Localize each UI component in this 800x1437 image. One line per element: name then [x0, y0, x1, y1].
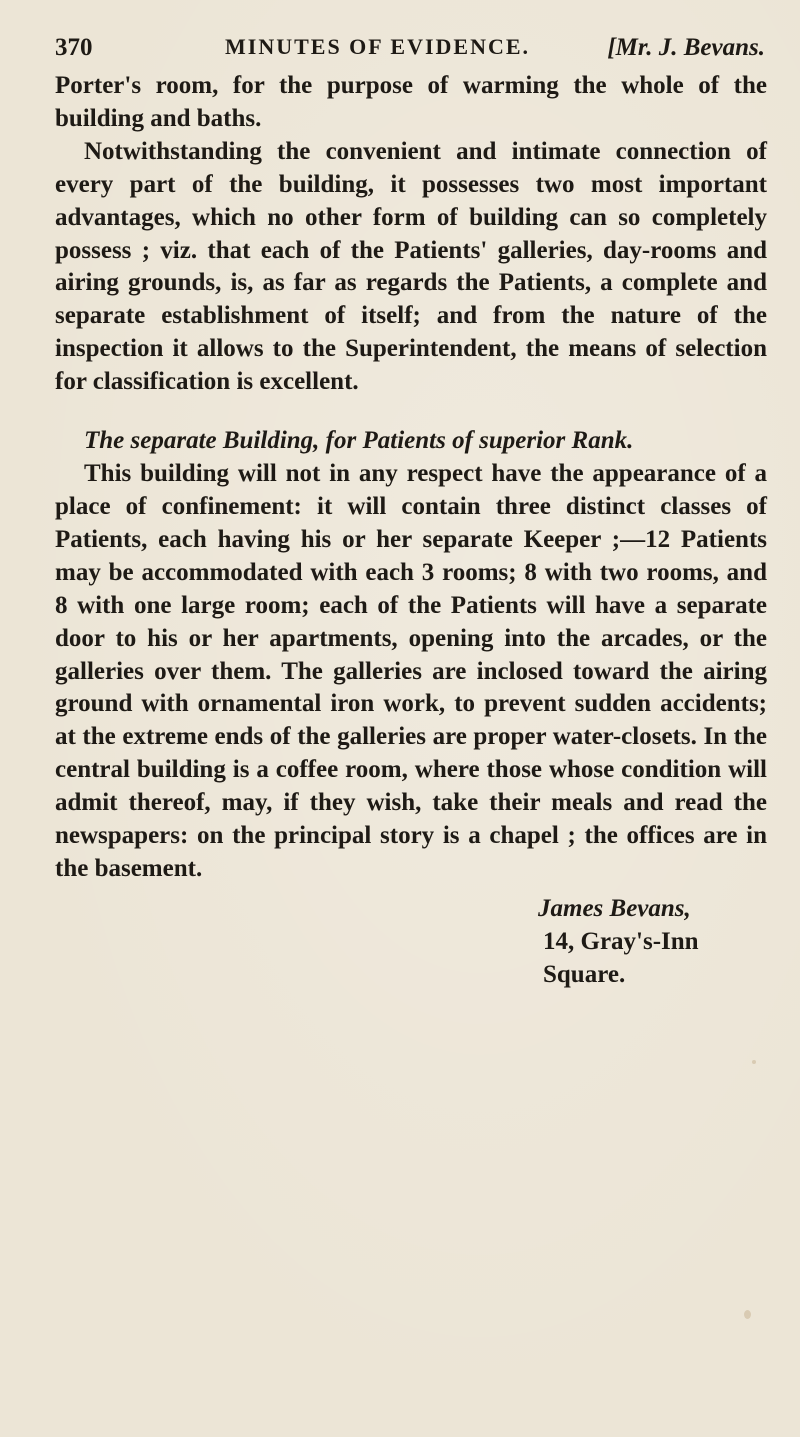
paragraph-separate-building: This building will not in any respect have the appearance of a place of confinement: it will contain three distinct classes of Patients, each having his or her separate Keeper ;—12 Patients may be accommodated with each 3 rooms; 8 with two rooms, and 8 with one large room; each of the Patients will have a separate door to his or her apartments, opening into the arcades, or the galleries over them. The galleries are inclosed toward the airing ground with ornamental iron work, to prevent sudden accidents; at the extreme ends of the galleries are proper water-closets. In the central building is a coffee room, where those whose condition will admit thereof, may, if they wish, take their meals and read the newspapers: on the principal story is a chapel ; the offices are in the basement.: [55, 460, 767, 882]
witness-name: [Mr. J. Bevans.: [607, 34, 765, 61]
section-heading: The separate Building, for Patients of superior Rank.: [84, 427, 634, 455]
paper-speck: [744, 1310, 751, 1319]
running-head: MINUTES OF EVIDENCE.: [225, 34, 531, 59]
page-header: [55, 34, 765, 70]
paragraph-continuation: Porter's room, for the purpose of warming the whole of the building and baths.: [55, 72, 767, 132]
body-text: [55, 70, 767, 992]
signature-address: 14, Gray's-Inn Square.: [543, 927, 699, 988]
paper-speck: [752, 1060, 756, 1064]
paragraph-advantages: Notwithstanding the convenient and intimate connection of every part of the building, it possesses two most important advantages, which no other form of building can so completely possess ; viz. that each of the Patients' galleries, day-rooms and airing grounds, is, as far as regards the Patients, a complete and separate establishment of itself; and from the nature of the inspection it allows to the Superintendent, the means of selection for classification is excellent.: [55, 137, 767, 396]
page-number: 370: [55, 34, 93, 61]
signature-name: James Bevans,: [538, 894, 691, 922]
